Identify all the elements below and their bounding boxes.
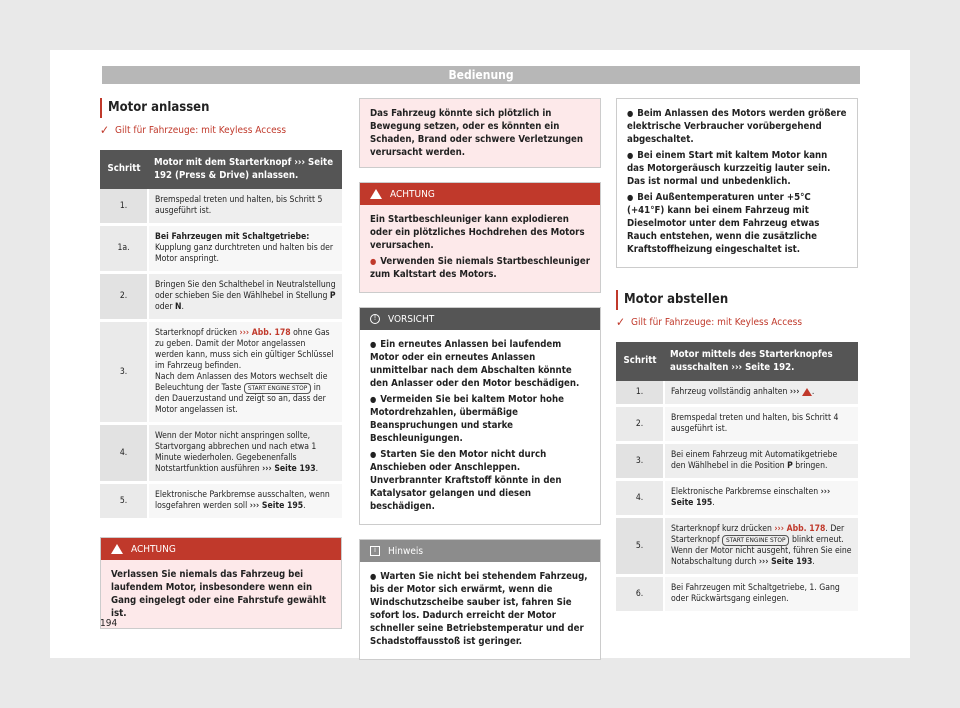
start-steps-table [100,150,342,521]
col-header-desc: Motor mit dem Starterknopf ››› Seite 192 (Press & Drive) anlassen. [148,150,342,189]
section-title-start: Motor anlassen [100,98,342,118]
xref-link[interactable]: ››› Seite 195 [671,487,831,508]
warning-box: ACHTUNG Verlassen Sie niemals das Fahrzeug bei laufendem Motor, insbesondere wenn ein Gang eingelegt oder eine Fahrstufe gewählt ist. [100,537,342,629]
warning-box-continued: Das Fahrzeug könnte sich plötzlich in Bewegung setzen, oder es könnten ein Schaden, Brand oder schwere Verletzungen verursacht werden. [359,98,601,168]
warning-box-starter: ACHTUNG Ein Startbeschleuniger kann explodieren oder ein plötzliches Hochdrehen des Motors verursachen. ● Verwenden Sie niemals Startbeschleuniger zum Kaltstart des Motors. [359,182,601,293]
chapter-header: Bedienung [102,66,860,84]
warning-triangle-icon [802,388,812,396]
note-box: i Hinweis ● Warten Sie nicht bei stehendem Fahrzeug, bis der Motor sich erwärmt, wenn die Windschutzscheibe sauber ist, fahren Sie sofort los. Dadurch erreicht der Motor schneller seine Betriebstemperatur und der Schadstoffausstoß ist geringer. [359,539,601,660]
table-row: 5. Starterknopf kurz drücken ››› Abb. 178. Der Starterknopf START ENGINE STOP blinkt erneut. Wenn der Motor nicht ausgeht, führen Sie eine Notabschaltung durch ››› Seite 193. [616,517,858,576]
table-row: 3. Starterknopf drücken ››› Abb. 178 ohne Gas zu geben. Damit der Motor angelassen werden kann, muss sich ein gültiger Schlüssel im Fahrzeug befinden. Nach dem Anlassen des Motors wechselt die Beleuchtung der Taste START ENGINE STOP in den Dauerzustand und zeigt so an, dass der Motor angelassen ist. [100,321,342,424]
manual-page [50,50,910,658]
table-row: 2. Bringen Sie den Schalthebel in Neutralstellung oder schieben Sie den Wählhebel in Stellung P oder N. [100,273,342,321]
start-engine-stop-key: START ENGINE STOP [722,535,789,546]
xref-link[interactable]: ››› Abb. 178 [239,328,291,338]
table-row: 5. Elektronische Parkbremse ausschalten, wenn losgefahren werden soll ››› Seite 195. [100,483,342,520]
note-box-continued: ● Beim Anlassen des Motors werden größere elektrische Verbraucher vorübergehend abgeschaltet. ● Bei einem Start mit kaltem Motor kann das Motorgeräusch kurzzeitig lauter sein. Das ist normal und unbedenklich. ● Bei Außentemperaturen unter +5°C (+41°F) kann bei einem Fahrzeug mit Dieselmotor unter dem Fahrzeug etwas Rauch entstehen, wenn die zusätzliche Kraftstoffheizung eingeschaltet ist. [616,98,858,268]
start-engine-stop-key: START ENGINE STOP [244,383,311,394]
column-middle [359,98,601,674]
col-header-desc: Motor mittels des Starterknopfes ausschalten ››› Seite 192. [664,342,858,381]
xref-link[interactable]: ››› Seite 195 [249,501,304,511]
caution-icon: ! [370,314,380,324]
applies-to: ✓ Gilt für Fahrzeuge: mit Keyless Access [100,123,287,137]
checkmark-icon: ✓ [100,123,110,137]
col-header-step: Schritt [100,150,148,189]
table-row: 1. Fahrzeug vollständig anhalten ››› . [616,381,858,406]
table-row: 6. Bei Fahrzeugen mit Schaltgetriebe, 1. Gang oder Rückwärtsgang einlegen. [616,576,858,613]
warning-triangle-icon [111,544,123,554]
warning-triangle-icon [370,189,382,199]
table-row: 3. Bei einem Fahrzeug mit Automatikgetriebe den Wählhebel in die Position P bringen. [616,443,858,480]
xref-link[interactable]: ››› Seite 193 [758,557,813,567]
xref-link[interactable]: ››› Seite 193 [262,464,316,474]
table-row: 4. Elektronische Parkbremse einschalten ››› Seite 195. [616,480,858,517]
section-title-stop: Motor abstellen [616,290,858,310]
table-row: 2. Bremspedal treten und halten, bis Schritt 4 ausgeführt ist. [616,406,858,443]
page-number: 194 [100,618,118,629]
applies-to: ✓ Gilt für Fahrzeuge: mit Keyless Access [616,315,803,329]
column-left [100,98,342,643]
column-right [616,98,858,614]
caution-box: ! VORSICHT ● Ein erneutes Anlassen bei laufendem Motor oder ein erneutes Anlassen unmittelbar nach dem Abschalten könnte den Anlasser oder den Motor beschädigen. ● Vermeiden Sie bei kaltem Motor hohe Motordrehzahlen, übermäßige Beanspruchungen und starke Beschleunigungen. ● Starten Sie den Motor nicht durch Anschieben oder Anschleppen. Unverbrannter Kraftstoff könnte in den Katalysator gelangen und diesen beschädigen. [359,307,601,525]
table-row: 1. Bremspedal treten und halten, bis Schritt 5 ausgeführt ist. [100,189,342,225]
xref-link[interactable]: ››› Abb. 178 [774,524,826,534]
col-header-step: Schritt [616,342,664,381]
info-icon: i [370,546,380,556]
checkmark-icon: ✓ [616,315,626,329]
table-row: 4. Wenn der Motor nicht anspringen sollte, Startvorgang abbrechen und nach etwa 1 Minute wiederholen. Gegebenenfalls Notstartfunktion ausführen ››› Seite 193. [100,424,342,483]
stop-steps-table [616,342,858,614]
table-row: 1a. Bei Fahrzeugen mit Schaltgetriebe: Kupplung ganz durchtreten und halten bis der Motor anspringt. [100,225,342,273]
